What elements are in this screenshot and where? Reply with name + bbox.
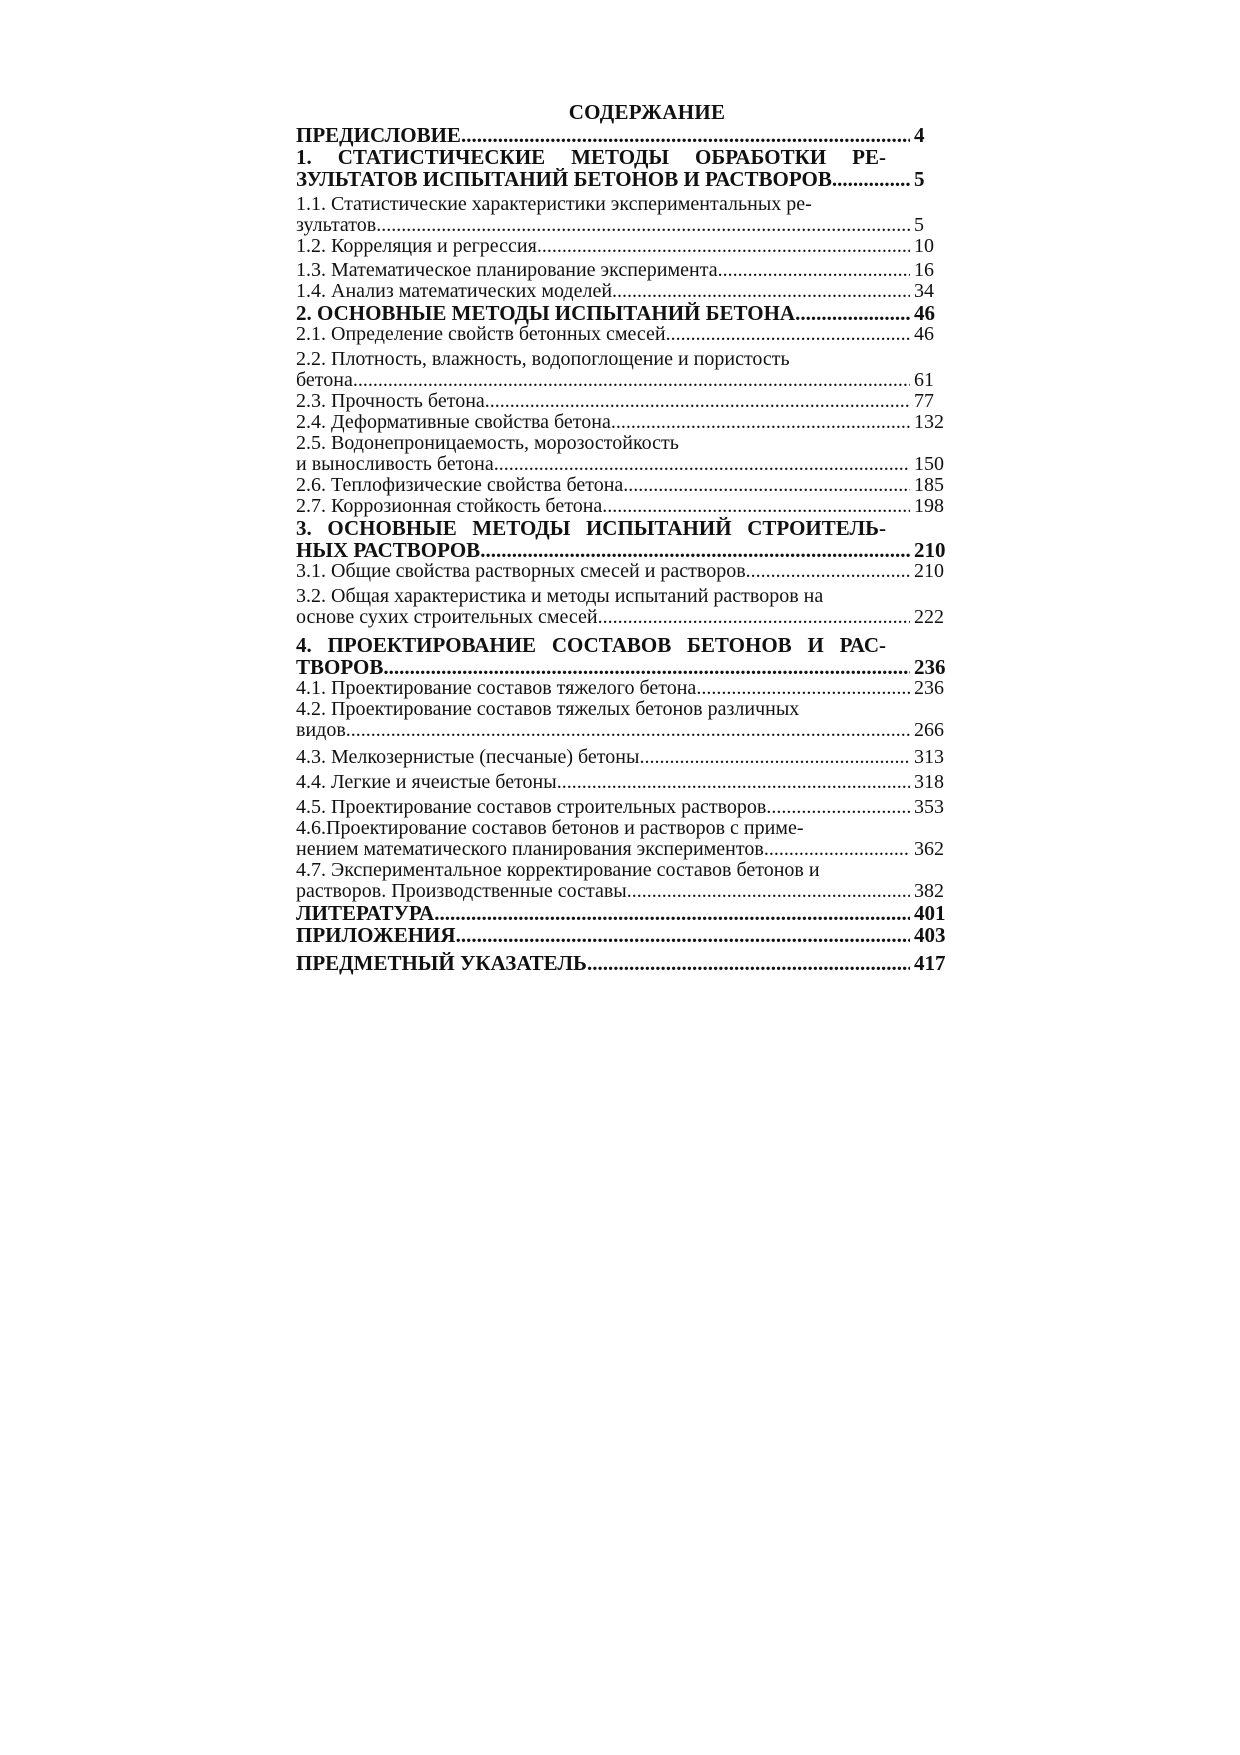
toc-page-number: 4	[914, 123, 925, 147]
toc-entry-text: 4.6.Проектирование составов бетонов и растворов с приме-	[296, 817, 804, 839]
toc-entry-text: НЫХ РАСТВОРОВ	[296, 538, 481, 562]
toc-entry[interactable]	[296, 772, 958, 793]
dot-leader	[557, 772, 910, 793]
toc-entry-text: 1.3. Математическое планирование эксперимента	[296, 259, 718, 281]
toc-entry[interactable]	[296, 302, 958, 324]
toc-page-number: 403	[914, 923, 946, 947]
toc-entry-text: 3.2. Общая характеристика и методы испытаний растворов на	[296, 585, 824, 607]
toc-page-number: 382	[914, 880, 944, 902]
toc-page-number: 46	[914, 301, 935, 325]
toc-entry[interactable]	[296, 818, 958, 860]
toc-entry-text: 4.4. Легкие и ячеистые бетоны	[296, 771, 557, 793]
dot-leader	[639, 747, 910, 768]
toc-page-number: 417	[914, 951, 946, 975]
dot-leader	[383, 656, 910, 678]
dot-leader	[795, 302, 910, 324]
toc-entry[interactable]	[296, 517, 958, 561]
dot-leader	[746, 561, 910, 582]
toc-entry-text: основе сухих строительных смесей	[296, 606, 598, 628]
toc-entry[interactable]	[296, 391, 958, 412]
dot-leader	[456, 924, 910, 946]
toc-entry[interactable]	[296, 747, 958, 768]
toc-entry-text: 4.2. Проектирование составов тяжелых бетонов различных	[296, 698, 800, 720]
toc-page-number: 210	[914, 560, 944, 582]
toc-entry[interactable]	[296, 124, 958, 146]
toc-entry[interactable]	[296, 860, 958, 902]
toc-page-number: 198	[914, 495, 944, 517]
dot-leader	[376, 215, 910, 236]
toc-entry-text: 2.5. Водонепроницаемость, морозостойкость	[296, 432, 679, 454]
dot-leader	[696, 678, 910, 699]
dot-leader	[587, 952, 910, 974]
toc-page	[296, 100, 958, 974]
dot-leader	[461, 124, 910, 146]
dot-leader	[611, 412, 910, 433]
toc-page-number: 5	[914, 214, 924, 236]
toc-page-number: 236	[914, 677, 944, 699]
toc-page-number: 10	[914, 235, 934, 257]
toc-entry-text: зультатов	[296, 214, 377, 236]
toc-entry[interactable]	[296, 678, 958, 699]
toc-page-number: 61	[914, 369, 934, 391]
toc-entry[interactable]	[296, 496, 958, 517]
toc-entry-text: 1. СТАТИСТИЧЕСКИЕ МЕТОДЫ ОБРАБОТКИ РЕ-	[296, 145, 886, 169]
dot-leader	[718, 260, 910, 281]
toc-entry[interactable]	[296, 324, 958, 345]
toc-entry[interactable]	[296, 194, 958, 236]
toc-entry-text: ЛИТЕРАТУРА	[296, 901, 435, 925]
toc-page-number: 362	[914, 838, 944, 860]
toc-entry[interactable]	[296, 433, 958, 475]
toc-entry-text: ЗУЛЬТАТОВ ИСПЫТАНИЙ БЕТОНОВ И РАСТВОРОВ	[296, 167, 832, 191]
toc-list	[296, 124, 958, 974]
toc-entry[interactable]	[296, 412, 958, 433]
dot-leader	[353, 370, 910, 391]
dot-leader	[766, 797, 910, 818]
toc-entry[interactable]	[296, 260, 958, 281]
toc-page-number: 222	[914, 606, 944, 628]
toc-entry-text: 4. ПРОЕКТИРОВАНИЕ СОСТАВОВ БЕТОНОВ И РАС-	[296, 633, 886, 657]
toc-entry-text: и выносливость бетона	[296, 453, 494, 475]
toc-entry-text: 4.3. Мелкозернистые (песчаные) бетоны	[296, 746, 640, 768]
toc-entry-text: бетона	[296, 369, 353, 391]
toc-entry-text: ПРИЛОЖЕНИЯ	[296, 923, 456, 947]
toc-entry-text: 2.3. Прочность бетона	[296, 390, 485, 412]
toc-entry-text: 4.5. Проектирование составов строительных растворов	[296, 796, 767, 818]
toc-entry-text: 4.7. Экспериментальное корректирование составов бетонов и	[296, 859, 820, 881]
toc-entry-text: 2. ОСНОВНЫЕ МЕТОДЫ ИСПЫТАНИЙ БЕТОНА	[296, 301, 796, 325]
toc-entry[interactable]	[296, 952, 958, 974]
toc-page-number: 34	[914, 280, 934, 302]
dot-leader	[480, 539, 910, 561]
toc-entry-text: нением математического планирования экспериментов	[296, 838, 764, 860]
toc-entry-text: 2.6. Теплофизические свойства бетона	[296, 474, 624, 496]
dot-leader	[623, 475, 910, 496]
toc-page-number: 150	[914, 453, 944, 475]
toc-entry-text: ТВОРОВ	[296, 655, 384, 679]
toc-page-number: 210	[914, 538, 946, 562]
toc-page-number: 46	[914, 323, 934, 345]
toc-page-number: 266	[914, 719, 944, 741]
toc-entry[interactable]	[296, 797, 958, 818]
toc-page-number: 5	[914, 167, 925, 191]
toc-entry[interactable]	[296, 561, 958, 582]
dot-leader	[494, 454, 910, 475]
toc-entry-text: видов	[296, 719, 346, 741]
toc-entry[interactable]	[296, 146, 958, 190]
dot-leader	[666, 324, 910, 345]
toc-entry-text: 1.4. Анализ математических моделей	[296, 280, 613, 302]
dot-leader	[537, 236, 910, 257]
dot-leader	[627, 881, 910, 902]
toc-entry-text: ПРЕДМЕТНЫЙ УКАЗАТЕЛЬ	[296, 951, 587, 975]
toc-entry[interactable]	[296, 924, 958, 946]
toc-entry[interactable]	[296, 475, 958, 496]
toc-page-number: 16	[914, 259, 934, 281]
toc-page-number: 77	[914, 390, 934, 412]
toc-page-number: 318	[914, 771, 944, 793]
dot-leader	[598, 607, 910, 628]
toc-entry-text: 1.2. Корреляция и регрессия	[296, 235, 537, 257]
toc-title: СОДЕРЖАНИЕ	[568, 100, 726, 124]
dot-leader	[485, 391, 910, 412]
toc-entry-text: растворов. Производственные составы	[296, 880, 627, 902]
toc-entry-text: 2.4. Деформативные свойства бетона	[296, 411, 611, 433]
dot-leader	[612, 281, 910, 302]
toc-page-number: 236	[914, 655, 946, 679]
toc-entry-text: 3.1. Общие свойства растворных смесей и растворов	[296, 560, 746, 582]
dot-leader	[602, 496, 910, 517]
toc-page-number: 401	[914, 901, 946, 925]
toc-entry[interactable]	[296, 634, 958, 678]
toc-entry[interactable]	[296, 281, 958, 302]
toc-entry[interactable]	[296, 236, 958, 257]
toc-entry[interactable]	[296, 349, 958, 391]
toc-entry-text: ПРЕДИСЛОВИЕ	[296, 123, 461, 147]
toc-entry-text: 2.1. Определение свойств бетонных смесей	[296, 323, 666, 345]
toc-entry-text: 1.1. Статистические характеристики экспериментальных ре-	[296, 193, 812, 215]
toc-page-number: 313	[914, 746, 944, 768]
toc-entry-text: 3. ОСНОВНЫЕ МЕТОДЫ ИСПЫТАНИЙ СТРОИТЕЛЬ-	[296, 516, 886, 540]
dot-leader	[434, 902, 910, 924]
toc-entry-text: 2.7. Коррозионная стойкость бетона	[296, 495, 603, 517]
dot-leader	[346, 720, 910, 741]
toc-entry-text: 2.2. Плотность, влажность, водопоглощение и пористость	[296, 348, 790, 370]
dot-leader	[832, 168, 910, 190]
toc-entry[interactable]	[296, 699, 958, 741]
toc-entry[interactable]	[296, 586, 958, 628]
toc-page-number: 353	[914, 796, 944, 818]
toc-entry[interactable]	[296, 902, 958, 924]
toc-entry-text: 4.1. Проектирование составов тяжелого бетона	[296, 677, 697, 699]
toc-page-number: 132	[914, 411, 944, 433]
toc-page-number: 185	[914, 474, 944, 496]
dot-leader	[764, 839, 910, 860]
